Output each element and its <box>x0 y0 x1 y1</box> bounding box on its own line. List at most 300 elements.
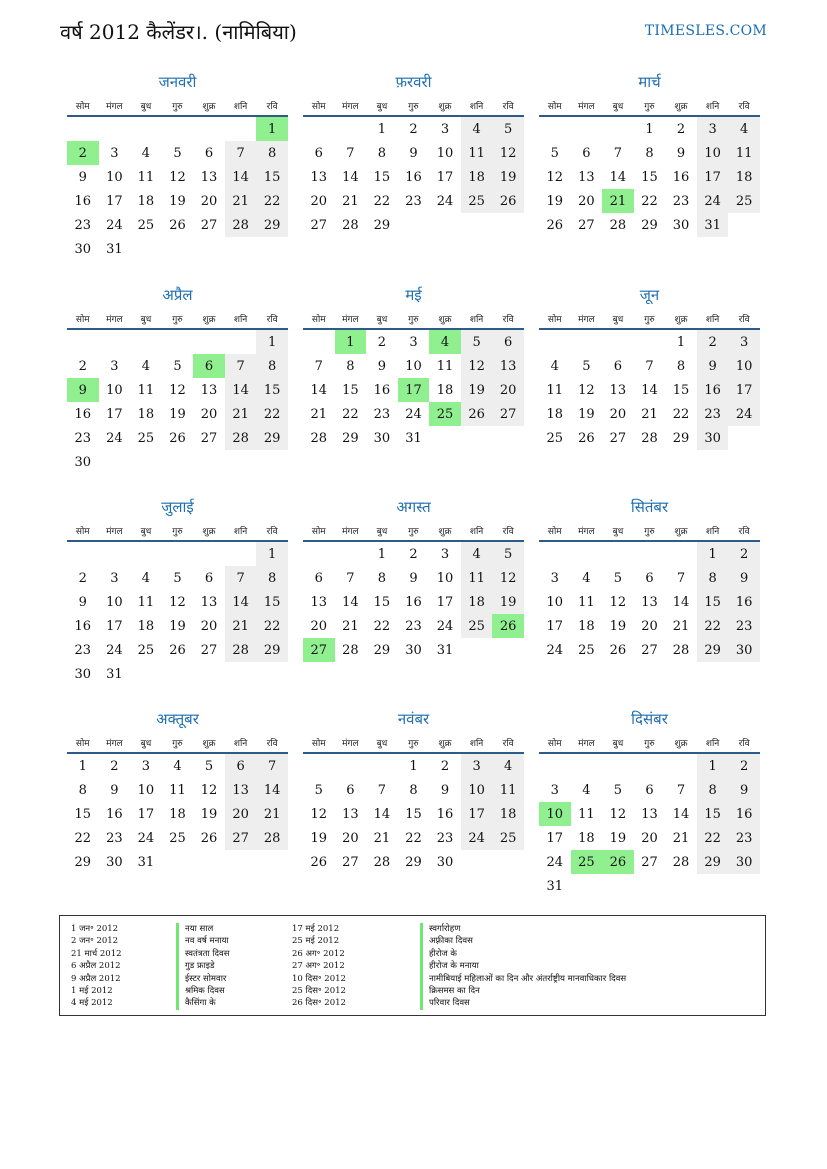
day-cell: 20 <box>609 406 627 422</box>
weekday-header: रवि <box>256 735 288 753</box>
day-cell: 6 <box>613 358 623 374</box>
day-cell: 15 <box>373 169 391 185</box>
weekday-header: बुध <box>602 523 634 541</box>
empty-cell <box>634 753 666 778</box>
weekday-header: बुध <box>366 311 398 329</box>
day-cell: 9 <box>78 169 87 185</box>
holiday-date: 26 अग॰ 2012 <box>292 948 345 959</box>
day-cell: 28 <box>373 854 391 870</box>
day-cell: 19 <box>492 165 524 189</box>
day-cell: 10 <box>405 358 422 374</box>
weekday-header: शुक्र <box>665 523 697 541</box>
empty-cell <box>602 116 634 141</box>
day-cell: 31 <box>137 854 155 870</box>
holiday-date: 25 मई 2012 <box>292 936 340 947</box>
empty-cell <box>571 116 603 141</box>
day-cell: 25 <box>137 642 155 658</box>
day-cell: 5 <box>550 145 559 161</box>
weekday-header: बुध <box>130 98 162 116</box>
empty-cell <box>225 329 257 354</box>
day-cell: 14 <box>641 382 658 398</box>
day-cell: 20 <box>578 193 595 209</box>
month-block <box>67 285 288 474</box>
day-cell: 16 <box>74 618 92 634</box>
day-cell: 16 <box>405 594 422 610</box>
day-cell: 12 <box>609 806 627 822</box>
day-cell: 16 <box>436 806 454 822</box>
holiday-name: स्वतंत्रता दिवस <box>176 948 230 960</box>
day-cell: 20 <box>200 406 218 422</box>
day-cell: 17 <box>461 802 493 826</box>
weekday-header: रवि <box>492 523 524 541</box>
empty-cell <box>193 850 225 874</box>
day-cell: 2 <box>78 570 87 586</box>
day-cell: 19 <box>169 193 186 209</box>
month-block <box>303 285 524 450</box>
day-cell: 25 <box>461 189 493 213</box>
day-cell: 18 <box>546 406 564 422</box>
weekday-header: मंगल <box>571 735 603 753</box>
month-name: जून <box>639 286 660 304</box>
holiday-dates-col-2 <box>292 923 346 1010</box>
day-cell: 2 <box>728 753 760 778</box>
empty-cell <box>461 638 493 662</box>
month-grid <box>67 735 288 874</box>
day-cell: 5 <box>173 145 182 161</box>
month-block <box>303 497 524 662</box>
day-cell: 4 <box>141 145 151 161</box>
day-cell: 26 <box>546 217 564 233</box>
day-cell: 6 <box>225 753 257 778</box>
weekday-header: गुरु <box>398 311 430 329</box>
empty-cell <box>539 329 571 354</box>
empty-cell <box>335 753 367 778</box>
empty-cell <box>602 329 634 354</box>
day-cell: 9 <box>440 782 450 798</box>
day-cell: 25 <box>137 430 155 446</box>
weekday-header: शनि <box>697 523 729 541</box>
day-cell: 14 <box>342 169 359 185</box>
day-cell: 17 <box>106 193 123 209</box>
day-cell: 13 <box>310 594 328 610</box>
day-cell: 12 <box>169 594 186 610</box>
day-cell: 30 <box>728 638 760 662</box>
holiday-date: 27 अग॰ 2012 <box>292 961 345 972</box>
day-cell: 1 <box>377 546 387 562</box>
day-cell: 18 <box>578 618 595 634</box>
day-cell: 21 <box>310 406 328 422</box>
day-cell: 23 <box>373 406 391 422</box>
weekday-header: शनि <box>225 523 257 541</box>
day-cell: 15 <box>697 802 729 826</box>
weekday-header: शुक्र <box>193 98 225 116</box>
day-cell: 17 <box>546 830 564 846</box>
day-cell: 18 <box>461 165 493 189</box>
day-cell: 15 <box>672 382 690 398</box>
day-cell: 24 <box>405 406 422 422</box>
weekday-header: रवि <box>492 98 524 116</box>
day-cell: 20 <box>225 802 257 826</box>
weekday-header: रवि <box>492 311 524 329</box>
empty-cell <box>571 541 603 566</box>
day-cell: 27 <box>303 638 335 662</box>
weekday-header: सोम <box>539 735 571 753</box>
day-cell: 8 <box>377 145 387 161</box>
page-title: वर्ष 2012 कैलेंडर।. (नामिबिया) <box>60 20 297 44</box>
holiday-name: हीरोज के मनाया <box>420 960 626 972</box>
day-cell: 3 <box>550 782 559 798</box>
month-name: अप्रैल <box>162 286 193 304</box>
day-cell: 29 <box>641 217 658 233</box>
day-cell: 27 <box>641 854 658 870</box>
empty-cell <box>303 329 335 354</box>
day-cell: 27 <box>200 642 218 658</box>
day-cell: 10 <box>728 354 760 378</box>
month-name: मार्च <box>638 73 661 91</box>
day-cell: 27 <box>641 642 658 658</box>
month-name: नवंबर <box>397 710 430 728</box>
day-cell: 16 <box>74 193 92 209</box>
month-block <box>539 285 760 450</box>
day-cell: 23 <box>436 830 454 846</box>
empty-cell <box>67 329 99 354</box>
weekday-header: बुध <box>130 311 162 329</box>
day-cell: 29 <box>342 430 359 446</box>
day-cell: 5 <box>492 116 524 141</box>
empty-cell <box>461 426 493 450</box>
weekday-header: बुध <box>130 735 162 753</box>
day-cell: 10 <box>539 802 571 826</box>
day-cell: 8 <box>697 778 729 802</box>
day-cell: 16 <box>728 802 760 826</box>
day-cell: 3 <box>440 546 450 562</box>
month-block <box>539 497 760 662</box>
empty-cell <box>225 116 257 141</box>
day-cell: 2 <box>377 334 387 350</box>
day-cell: 17 <box>106 618 123 634</box>
holiday-name: स्वर्गारोहण <box>420 923 626 935</box>
day-cell: 4 <box>582 782 591 798</box>
day-cell: 3 <box>110 358 119 374</box>
day-cell: 18 <box>728 165 760 189</box>
empty-cell <box>461 850 493 874</box>
weekday-header: बुध <box>366 98 398 116</box>
day-cell: 1 <box>676 334 686 350</box>
day-cell: 25 <box>578 642 595 658</box>
site-name[interactable]: TIMESLES.COM <box>644 23 767 39</box>
day-cell: 6 <box>492 329 524 354</box>
day-cell: 1 <box>256 116 288 141</box>
day-cell: 7 <box>613 145 623 161</box>
day-cell: 22 <box>697 614 729 638</box>
day-cell: 31 <box>546 878 564 894</box>
empty-cell <box>492 426 524 450</box>
holiday-date: 10 दिस॰ 2012 <box>292 973 346 984</box>
month-grid <box>303 523 524 662</box>
empty-cell <box>99 116 131 141</box>
month-grid <box>303 311 524 450</box>
day-cell: 13 <box>200 382 218 398</box>
holiday-names-col-1 <box>176 923 230 1010</box>
holiday-dates-col-1 <box>71 923 122 1010</box>
weekday-header: शुक्र <box>665 311 697 329</box>
day-cell: 8 <box>697 566 729 590</box>
day-cell: 29 <box>697 850 729 874</box>
day-cell: 26 <box>602 850 634 874</box>
weekday-header: शुक्र <box>429 735 461 753</box>
day-cell: 14 <box>225 378 257 402</box>
day-cell: 27 <box>225 826 257 850</box>
empty-cell <box>99 541 131 566</box>
day-cell: 6 <box>204 570 214 586</box>
weekday-header: शनि <box>225 98 257 116</box>
weekday-header: बुध <box>602 735 634 753</box>
day-cell: 21 <box>225 189 257 213</box>
day-cell: 16 <box>74 406 92 422</box>
day-cell: 8 <box>409 782 418 798</box>
day-cell: 12 <box>461 354 493 378</box>
holiday-name: परिवार दिवस <box>420 997 626 1009</box>
day-cell: 22 <box>405 830 422 846</box>
day-cell: 27 <box>200 217 218 233</box>
weekday-header: रवि <box>256 311 288 329</box>
month-name: मई <box>405 286 422 304</box>
day-cell: 20 <box>342 830 359 846</box>
weekday-header: बुध <box>602 98 634 116</box>
day-cell: 12 <box>492 141 524 165</box>
month-name: जुलाई <box>161 498 194 516</box>
day-cell: 30 <box>697 426 729 450</box>
empty-cell <box>225 541 257 566</box>
month-grid <box>67 523 288 686</box>
day-cell: 26 <box>169 217 186 233</box>
empty-cell <box>665 753 697 778</box>
day-cell: 13 <box>641 594 658 610</box>
weekday-header: सोम <box>539 523 571 541</box>
weekday-header: शनि <box>461 98 493 116</box>
day-cell: 9 <box>409 570 418 586</box>
month-grid <box>303 98 524 237</box>
day-cell: 5 <box>613 782 623 798</box>
day-cell: 7 <box>645 358 654 374</box>
day-cell: 5 <box>461 329 493 354</box>
day-cell: 4 <box>141 358 151 374</box>
day-cell: 11 <box>137 169 155 185</box>
day-cell: 17 <box>137 806 155 822</box>
holiday-name: क्रिसमस का दिन <box>420 985 626 997</box>
weekday-header: मंगल <box>99 98 131 116</box>
empty-cell <box>225 237 257 261</box>
day-cell: 25 <box>429 402 461 426</box>
day-cell: 14 <box>609 169 627 185</box>
day-cell: 12 <box>169 382 186 398</box>
weekday-header: गुरु <box>634 735 666 753</box>
weekday-header: शुक्र <box>193 523 225 541</box>
day-cell: 9 <box>377 358 387 374</box>
day-cell: 19 <box>169 406 186 422</box>
day-cell: 1 <box>335 329 367 354</box>
day-cell: 6 <box>346 782 355 798</box>
day-cell: 11 <box>169 782 186 798</box>
empty-cell <box>162 237 194 261</box>
weekday-header: सोम <box>303 735 335 753</box>
holiday-date: 2 जन॰ 2012 <box>71 936 119 947</box>
empty-cell <box>571 329 603 354</box>
day-cell: 3 <box>728 329 760 354</box>
weekday-header: गुरु <box>634 523 666 541</box>
empty-cell <box>162 850 194 874</box>
day-cell: 16 <box>672 169 690 185</box>
day-cell: 30 <box>373 430 391 446</box>
empty-cell <box>303 753 335 778</box>
day-cell: 8 <box>256 566 288 590</box>
day-cell: 1 <box>697 541 729 566</box>
day-cell: 10 <box>697 141 729 165</box>
day-cell: 2 <box>110 758 119 774</box>
empty-cell <box>193 237 225 261</box>
day-cell: 13 <box>578 169 595 185</box>
holiday-name: ईस्टर सोमवार <box>176 973 230 985</box>
day-cell: 9 <box>728 778 760 802</box>
day-cell: 14 <box>225 590 257 614</box>
day-cell: 20 <box>310 618 328 634</box>
empty-cell <box>162 541 194 566</box>
day-cell: 4 <box>728 116 760 141</box>
day-cell: 6 <box>204 145 214 161</box>
empty-cell <box>366 753 398 778</box>
day-cell: 18 <box>578 830 595 846</box>
day-cell: 20 <box>310 193 328 209</box>
day-cell: 31 <box>405 430 422 446</box>
day-cell: 13 <box>200 594 218 610</box>
empty-cell <box>728 213 760 237</box>
day-cell: 28 <box>672 642 690 658</box>
weekday-header: बुध <box>366 523 398 541</box>
holiday-names-col-2 <box>420 923 626 1010</box>
weekday-header: शुक्र <box>429 523 461 541</box>
holiday-date: 9 अप्रैल 2012 <box>71 973 121 984</box>
weekday-header: मंगल <box>335 311 367 329</box>
day-cell: 19 <box>578 406 595 422</box>
holiday-name: हीरोज के <box>420 948 626 960</box>
empty-cell <box>162 662 194 686</box>
empty-cell <box>162 450 194 474</box>
day-cell: 19 <box>461 378 493 402</box>
day-cell: 1 <box>697 753 729 778</box>
empty-cell <box>697 874 729 898</box>
holiday-name: कैसिंगा के <box>176 997 230 1009</box>
weekday-header: सोम <box>303 311 335 329</box>
day-cell: 26 <box>578 430 595 446</box>
day-cell: 22 <box>256 189 288 213</box>
day-cell: 21 <box>672 830 690 846</box>
day-cell: 9 <box>676 145 686 161</box>
empty-cell <box>130 116 162 141</box>
day-cell: 28 <box>342 217 359 233</box>
day-cell: 8 <box>256 141 288 165</box>
weekday-header: गुरु <box>398 98 430 116</box>
day-cell: 25 <box>546 430 564 446</box>
day-cell: 13 <box>641 806 658 822</box>
day-cell: 8 <box>256 354 288 378</box>
empty-cell <box>492 850 524 874</box>
day-cell: 5 <box>314 782 323 798</box>
month-block <box>67 72 288 261</box>
holiday-date: 26 दिस॰ 2012 <box>292 998 346 1009</box>
weekday-header: रवि <box>728 311 760 329</box>
day-cell: 17 <box>436 169 454 185</box>
empty-cell <box>398 213 430 237</box>
day-cell: 3 <box>461 753 493 778</box>
day-cell: 3 <box>110 145 119 161</box>
day-cell: 23 <box>697 402 729 426</box>
month-grid <box>303 735 524 874</box>
day-cell: 19 <box>169 618 186 634</box>
day-cell: 26 <box>200 830 218 846</box>
day-cell: 4 <box>461 116 493 141</box>
day-cell: 6 <box>582 145 591 161</box>
day-cell: 26 <box>461 402 493 426</box>
day-cell: 13 <box>225 778 257 802</box>
month-name: फ़रवरी <box>395 73 432 91</box>
weekday-header: मंगल <box>335 523 367 541</box>
day-cell: 26 <box>492 189 524 213</box>
day-cell: 19 <box>609 618 627 634</box>
day-cell: 17 <box>436 594 454 610</box>
day-cell: 17 <box>106 406 123 422</box>
day-cell: 23 <box>405 193 422 209</box>
day-cell: 23 <box>106 830 123 846</box>
empty-cell <box>571 874 603 898</box>
weekday-header: शुक्र <box>193 311 225 329</box>
day-cell: 10 <box>106 382 123 398</box>
day-cell: 12 <box>546 169 564 185</box>
day-cell: 4 <box>582 570 591 586</box>
day-cell: 23 <box>74 430 92 446</box>
holiday-name: गुड फ्राइडे <box>176 960 230 972</box>
day-cell: 14 <box>256 778 288 802</box>
weekday-header: शुक्र <box>429 311 461 329</box>
day-cell: 23 <box>74 217 92 233</box>
day-cell: 1 <box>645 121 654 137</box>
empty-cell <box>539 541 571 566</box>
day-cell: 2 <box>78 358 87 374</box>
weekday-header: शनि <box>225 735 257 753</box>
day-cell: 20 <box>641 618 658 634</box>
day-cell: 23 <box>728 614 760 638</box>
day-cell: 28 <box>641 430 658 446</box>
day-cell: 24 <box>436 618 454 634</box>
day-cell: 26 <box>609 642 627 658</box>
day-cell: 2 <box>440 758 450 774</box>
day-cell: 30 <box>74 454 92 470</box>
empty-cell <box>665 541 697 566</box>
day-cell: 25 <box>728 189 760 213</box>
day-cell: 30 <box>672 217 690 233</box>
day-cell: 5 <box>173 570 182 586</box>
weekday-header: सोम <box>539 98 571 116</box>
weekday-header: गुरु <box>398 523 430 541</box>
empty-cell <box>193 116 225 141</box>
day-cell: 7 <box>676 782 686 798</box>
day-cell: 2 <box>697 329 729 354</box>
day-cell: 4 <box>141 570 151 586</box>
empty-cell <box>634 874 666 898</box>
day-cell: 9 <box>728 566 760 590</box>
day-cell: 15 <box>373 594 391 610</box>
day-cell: 13 <box>342 806 359 822</box>
day-cell: 10 <box>436 145 454 161</box>
